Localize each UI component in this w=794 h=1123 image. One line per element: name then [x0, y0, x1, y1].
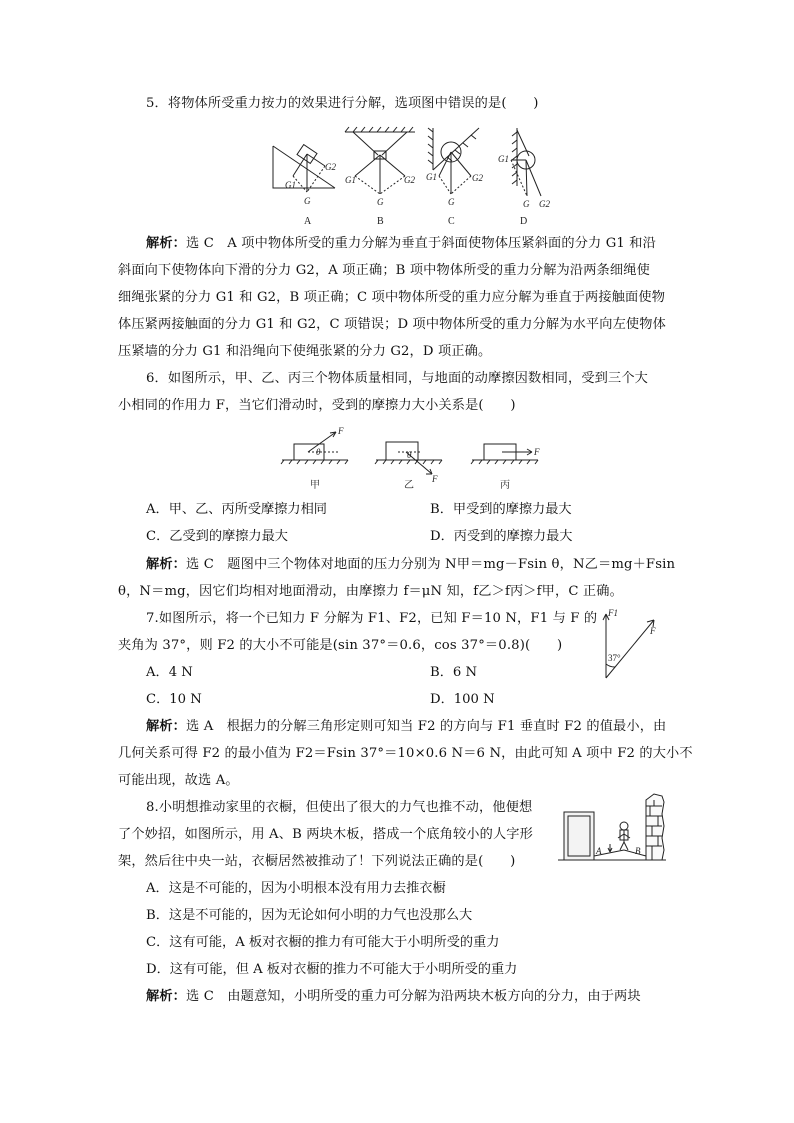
q7-option-a[interactable]: A．4 N — [146, 665, 193, 680]
q5-label-G2-c: G2 — [472, 173, 483, 183]
q6-caption-bing: 丙 — [500, 480, 510, 491]
q8-stem-line-3: 架，然后往中央一站，衣橱居然被推动了！下列说法正确的是( ) — [118, 854, 516, 869]
q5-caption-c: C — [448, 216, 455, 227]
q7-solution-label: 解析： — [146, 719, 187, 734]
q7-option-b[interactable]: B．6 N — [430, 665, 478, 680]
q5-caption-b: B — [377, 216, 384, 227]
q6-option-d[interactable]: D．丙受到的摩擦力最大 — [430, 529, 573, 544]
q5-solution-line-5: 压紧墙的分力 G1 和沿绳向下使绳张紧的分力 G2，D 项正确。 — [118, 344, 492, 359]
q5-stem: 5．将物体所受重力按力的效果进行分解，选项图中错误的是( ) — [146, 96, 539, 111]
q6-label-F-bing: F — [534, 447, 540, 457]
q5-label-G2-d: G2 — [539, 199, 550, 209]
q5-caption-a: A — [304, 216, 312, 227]
q8-option-a[interactable]: A．这是不可能的，因为小明根本没有用力去推衣橱 — [146, 881, 446, 896]
q6-option-a[interactable]: A．甲、乙、丙所受摩擦力相同 — [146, 502, 327, 517]
q6-label-theta-yi: θ — [407, 450, 412, 460]
q8-option-d[interactable]: D．这有可能，但 A 板对衣橱的推力不可能大于小明所受的重力 — [146, 962, 518, 977]
q6-stem-line-1: 6．如图所示，甲、乙、丙三个物体质量相同，与地面的动摩擦因数相同，受到三个大 — [146, 371, 649, 386]
q8-figure — [558, 792, 670, 868]
q7-option-d[interactable]: D．100 N — [430, 692, 495, 707]
q7-solution-line-2: 几何关系可得 F2 的最小值为 F2＝Fsin 37°＝10×0.6 N＝6 N，由此可知 A 项中 F2 的大小不 — [118, 746, 693, 761]
q5-solution-line-1: 解析：选 C A 项中物体所受的重力分解为垂直于斜面使物体压紧斜面的分力 G1 和沿 — [146, 236, 656, 251]
q5-label-G1-c: G1 — [426, 172, 437, 182]
q7-label-angle: 37° — [608, 653, 621, 663]
q6-caption-jia: 甲 — [310, 480, 320, 491]
q7-solution-line-1: 解析：选 A 根据力的分解三角形定则可知当 F2 的方向与 F1 垂直时 F2 的值最小，由 — [146, 719, 667, 734]
q6-figure — [280, 424, 560, 494]
q5-label-G2-a: G2 — [325, 162, 336, 172]
q6-solution-line-1: 解析：选 C 题图中三个物体对地面的压力分别为 N甲＝mg－Fsin θ，N乙＝mg＋Fsin — [146, 557, 676, 572]
q6-label-F-yi: F — [432, 474, 438, 484]
q5-solution-line-2: 斜面向下使物体向下滑的分力 G2，A 项正确；B 项中物体所受的重力分解为沿两条细绳使 — [118, 263, 650, 278]
q7-stem-line-1: 7.如图所示，将一个已知力 F 分解为 F1、F2，已知 F＝10 N，F1 与 F 的 — [146, 611, 598, 626]
q6-caption-yi: 乙 — [404, 480, 414, 491]
q5-label-G2-b: G2 — [404, 175, 415, 185]
q5-label-G-b: G — [377, 197, 384, 207]
q5-label-G-d: G — [523, 199, 530, 209]
q5-label-G-c: G — [448, 197, 455, 207]
q7-label-F1: F1 — [608, 608, 618, 618]
q8-option-b[interactable]: B．这是不可能的，因为无论如何小明的力气也没那么大 — [146, 908, 473, 923]
q5-solution-line-4: 体压紧两接触面的分力 G1 和 G2，C 项错误；D 项中物体所受的重力分解为水平向左使物体 — [118, 317, 666, 332]
q8-label-B: B — [635, 846, 641, 856]
q6-option-b[interactable]: B．甲受到的摩擦力最大 — [430, 502, 572, 517]
q7-figure — [598, 604, 670, 682]
q8-solution-line-1: 解析：选 C 由题意知，小明所受的重力可分解为沿两块木板方向的分力，由于两块 — [146, 989, 641, 1004]
q8-solution-label: 解析： — [146, 989, 187, 1004]
q7-option-c[interactable]: C．10 N — [146, 692, 202, 707]
q5-label-G1-d: G1 — [498, 154, 509, 164]
q7-solution-line-3: 可能出现，故选 A。 — [118, 773, 239, 788]
q6-label-F-jia: F — [338, 426, 344, 436]
q6-label-theta-jia: θ — [316, 447, 321, 457]
q5-caption-d: D — [520, 216, 528, 227]
q6-option-c[interactable]: C．乙受到的摩擦力最大 — [146, 529, 288, 544]
q6-solution-label: 解析： — [146, 557, 187, 572]
q5-solution-label: 解析： — [146, 236, 187, 251]
q6-stem-line-2: 小相同的作用力 F，当它们滑动时，受到的摩擦力大小关系是( ) — [118, 398, 516, 413]
q6-solution-line-2: θ，N＝mg，因它们均相对地面滑动，由摩擦力 f＝μN 知，f乙＞f丙＞f甲，C 正确。 — [118, 584, 623, 599]
q8-option-c[interactable]: C．这有可能，A 板对衣橱的推力有可能大于小明所受的重力 — [146, 935, 500, 950]
q5-label-G-a: G — [304, 196, 311, 206]
q8-stem-line-2: 了个妙招，如图所示，用 A、B 两块木板，搭成一个底角较小的人字形 — [118, 827, 533, 842]
q8-stem-line-1: 8.小明想推动家里的衣橱，但使出了很大的力气也推不动，他便想 — [146, 800, 533, 815]
q7-stem-line-2: 夹角为 37°，则 F2 的大小不可能是(sin 37°＝0.6，cos 37°＝0.8)( ) — [118, 638, 563, 653]
q5-label-G1-a: G1 — [285, 180, 296, 190]
q8-label-A: A — [596, 846, 602, 856]
q7-label-F: F — [650, 626, 656, 636]
q5-figure — [265, 126, 565, 230]
q5-label-G1-b: G1 — [345, 175, 356, 185]
q5-solution-line-3: 细绳张紧的分力 G1 和 G2，B 项正确；C 项中物体所受的重力应分解为垂直于两接触面使物 — [118, 290, 666, 305]
